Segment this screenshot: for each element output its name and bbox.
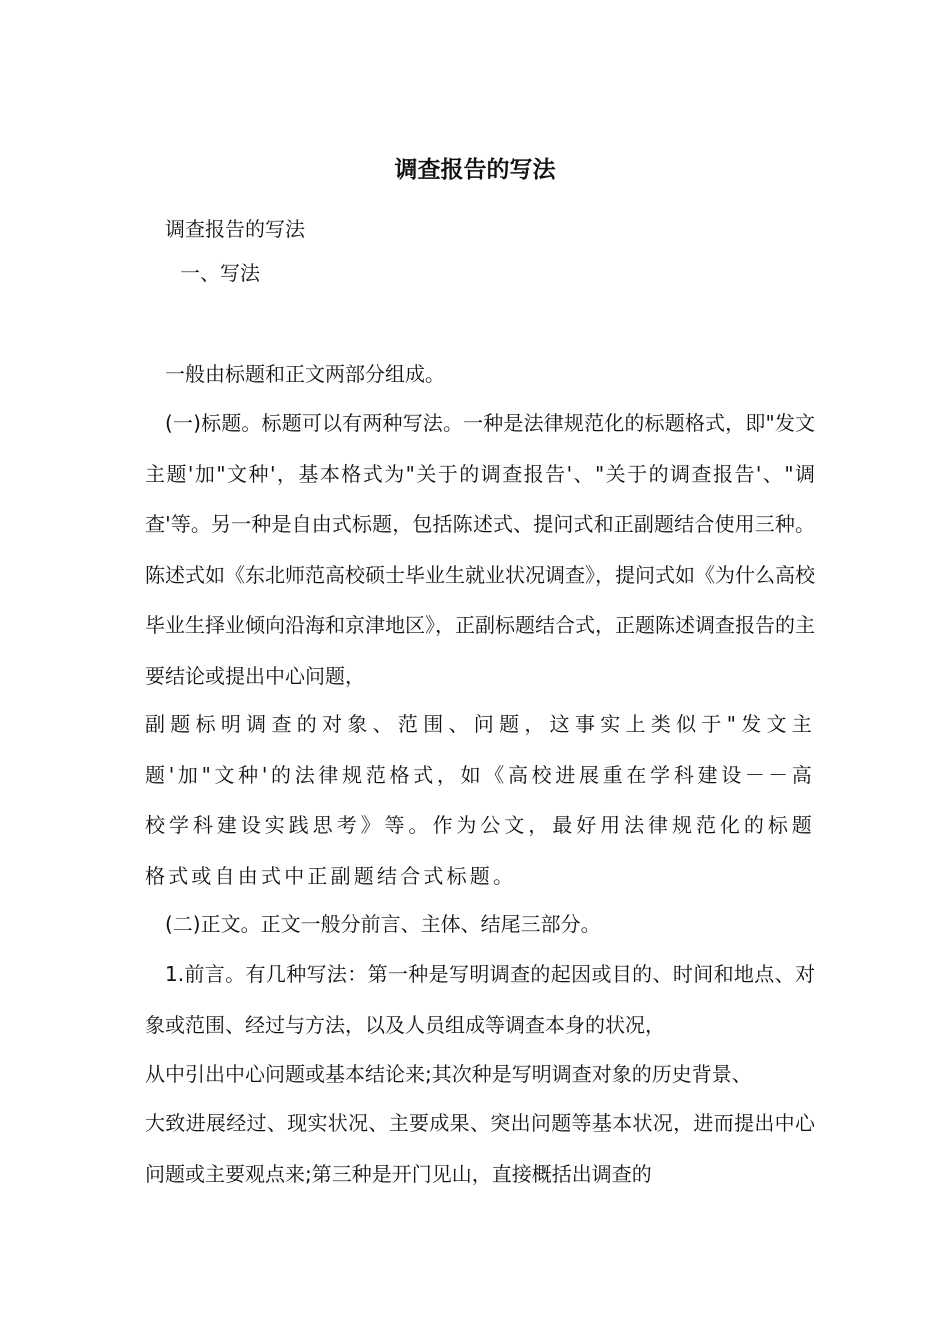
paragraph-title-section: (一)标题。标题可以有两种写法。一种是法律规范化的标题格式，即"发文主题'加"文种'，基本格式为"关于的调查报告'、"关于的调查报告'、"调查'等。另一种是自由式标题，包括陈述式、提问式和正副题结合使用三种。陈述式如《东北师范高校硕士毕业生就业状况调查》，提问式如《为什么高校毕业生择业倾向沿海和京津地区》，正副标题结合式，正题陈述调查报告的主要结论或提出中心问题， (145, 411, 815, 688)
section-heading: 一、写法 (180, 261, 260, 285)
paragraph-body-section: (二)正文。正文一般分前言、主体、结尾三部分。 (165, 912, 601, 936)
paragraph-third-method: 大致进展经过、现实状况、主要成果、突出问题等基本状况，进而提出中心问题或主要观点来;第三种是开门见山，直接概括出调查的 (145, 1111, 815, 1186)
paragraph-intro: 一般由标题和正文两部分组成。 (165, 362, 445, 386)
document-title: 调查报告的写法 (394, 157, 556, 183)
paragraph-subtitle-format: 副题标明调查的对象、范围、问题，这事实上类似于"发文主题'加"文种'的法律规范格式，如《高校进展重在学科建设－－高校学科建设实践思考》等。作为公文，最好用法律规范化的标题格式或自由式中正副题结合式标题。 (145, 712, 815, 888)
paragraph-second-method: 从中引出中心问题或基本结论来;其次种是写明调查对象的历史背景、 (145, 1062, 752, 1086)
paragraph-preface: 1.前言。有几种写法：第一种是写明调查的起因或目的、时间和地点、对象或范围、经过与方法，以及人员组成等调查本身的状况， (145, 962, 815, 1037)
document-subtitle: 调查报告的写法 (165, 217, 305, 241)
